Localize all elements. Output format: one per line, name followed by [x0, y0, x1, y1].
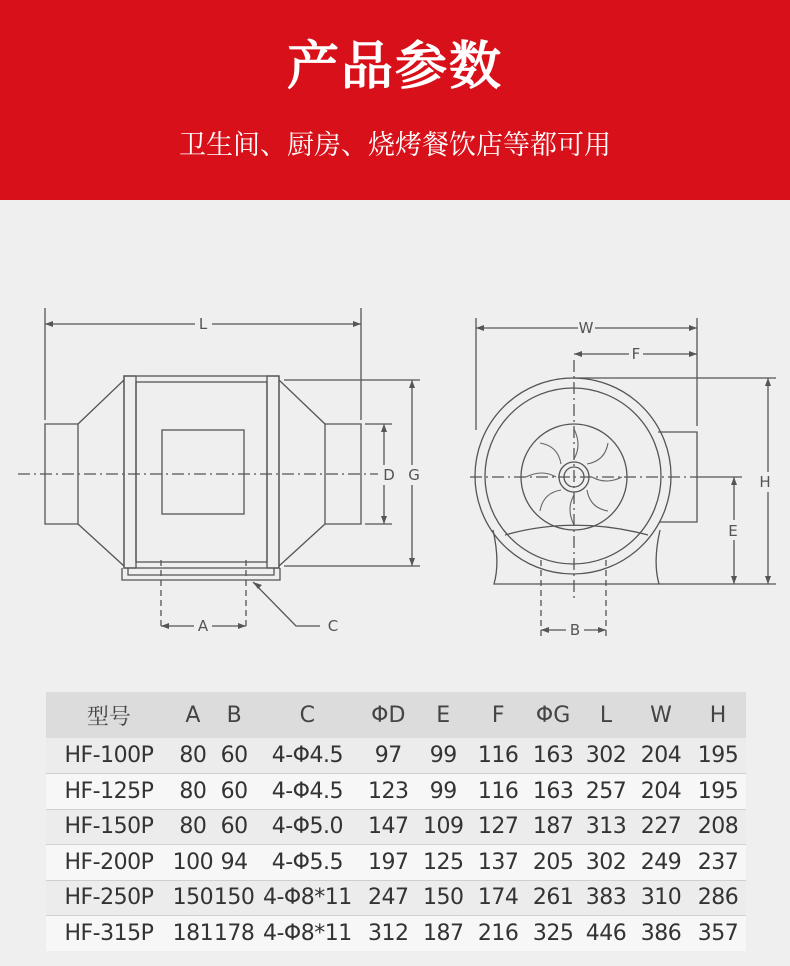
cell-h: 195 — [697, 743, 739, 768]
header-b: B — [226, 702, 242, 728]
cell-w: 227 — [632, 809, 690, 845]
dim-label-L: L — [198, 315, 208, 333]
cell-e: 99 — [429, 743, 457, 768]
cell-c: 4-Φ4.5 — [271, 743, 343, 768]
technical-drawing — [0, 200, 790, 690]
dim-label-C: C — [327, 617, 339, 635]
table-row — [46, 809, 746, 845]
cell-h: 195 — [690, 774, 746, 810]
cell-d: 247 — [360, 880, 416, 916]
cell-a: 100 — [172, 845, 214, 881]
cell-model: HF-150P — [46, 809, 172, 845]
cell-d: 97 — [374, 743, 402, 768]
cell-f: 116 — [470, 774, 526, 810]
header-w: W — [650, 702, 672, 728]
header-c: C — [299, 702, 316, 728]
cell-e: 187 — [416, 916, 470, 952]
cell-l: 383 — [580, 880, 632, 916]
cell-w: 249 — [632, 845, 690, 881]
dim-label-B: B — [569, 621, 581, 639]
cell-a: 80 — [179, 743, 207, 768]
fan-dimension-diagram — [0, 200, 790, 690]
table-row — [46, 916, 746, 952]
header-e: E — [436, 702, 451, 728]
cell-f: 137 — [470, 845, 526, 881]
cell-c: 4-Φ8*11 — [254, 880, 360, 916]
table-row — [46, 845, 746, 881]
cell-e: 125 — [416, 845, 470, 881]
cell-c: 4-Φ5.0 — [254, 809, 360, 845]
header-banner — [0, 0, 790, 200]
cell-l: 313 — [580, 809, 632, 845]
header-h: H — [709, 702, 727, 728]
header-f: F — [491, 702, 505, 728]
cell-a: 150 — [172, 880, 214, 916]
dim-label-H: H — [759, 473, 771, 491]
cell-c: 4-Φ8*11 — [254, 916, 360, 952]
cell-l: 257 — [580, 774, 632, 810]
dim-label-E: E — [728, 522, 738, 540]
cell-b: 60 — [220, 743, 248, 768]
table-row — [46, 774, 746, 810]
cell-model: HF-100P — [64, 743, 154, 768]
header-model: 型号 — [86, 704, 131, 730]
cell-d: 147 — [360, 809, 416, 845]
cell-d: 312 — [360, 916, 416, 952]
cell-a: 181 — [172, 916, 214, 952]
cell-e: 109 — [416, 809, 470, 845]
cell-g: 163 — [532, 743, 574, 768]
cell-b: 178 — [214, 916, 255, 952]
cell-b: 60 — [214, 774, 255, 810]
table-header-row — [46, 692, 746, 738]
cell-d: 197 — [360, 845, 416, 881]
cell-w: 310 — [632, 880, 690, 916]
cell-a: 80 — [172, 809, 214, 845]
cell-b: 94 — [214, 845, 255, 881]
cell-h: 286 — [690, 880, 746, 916]
cell-g: 187 — [526, 809, 580, 845]
header-l: L — [599, 702, 613, 728]
dim-label-G: G — [408, 466, 420, 484]
cell-l: 302 — [585, 743, 627, 768]
cell-w: 386 — [632, 916, 690, 952]
header-d: ΦD — [371, 702, 406, 728]
table-row — [46, 738, 746, 774]
dim-label-F: F — [631, 345, 641, 363]
specs-table — [46, 692, 746, 951]
dim-label-A: A — [197, 617, 209, 635]
cell-f: 116 — [477, 743, 519, 768]
cell-g: 163 — [526, 774, 580, 810]
cell-h: 237 — [690, 845, 746, 881]
cell-c: 4-Φ4.5 — [254, 774, 360, 810]
cell-f: 174 — [470, 880, 526, 916]
cell-b: 60 — [214, 809, 255, 845]
side-view — [18, 308, 420, 630]
cell-model: HF-315P — [46, 916, 172, 952]
cell-l: 446 — [580, 916, 632, 952]
cell-model: HF-250P — [46, 880, 172, 916]
cell-a: 80 — [172, 774, 214, 810]
page-title: 产品参数 — [286, 37, 503, 97]
cell-model: HF-125P — [46, 774, 172, 810]
cell-e: 150 — [416, 880, 470, 916]
cell-g: 205 — [526, 845, 580, 881]
cell-e: 99 — [416, 774, 470, 810]
front-view — [470, 318, 776, 636]
dim-label-D: D — [383, 466, 395, 484]
cell-w: 204 — [632, 774, 690, 810]
cell-g: 325 — [526, 916, 580, 952]
header-a: A — [185, 702, 201, 728]
cell-w: 204 — [640, 743, 682, 768]
cell-f: 127 — [470, 809, 526, 845]
cell-h: 357 — [690, 916, 746, 952]
table-row — [46, 880, 746, 916]
cell-c: 4-Φ5.5 — [254, 845, 360, 881]
cell-model: HF-200P — [46, 845, 172, 881]
cell-b: 150 — [214, 880, 255, 916]
cell-d: 123 — [360, 774, 416, 810]
header-g: ΦG — [535, 702, 571, 728]
cell-f: 216 — [470, 916, 526, 952]
dim-label-W: W — [578, 319, 594, 337]
cell-h: 208 — [690, 809, 746, 845]
page-subtitle: 卫生间、厨房、烧烤餐饮店等都可用 — [179, 130, 611, 161]
cell-g: 261 — [526, 880, 580, 916]
cell-l: 302 — [580, 845, 632, 881]
